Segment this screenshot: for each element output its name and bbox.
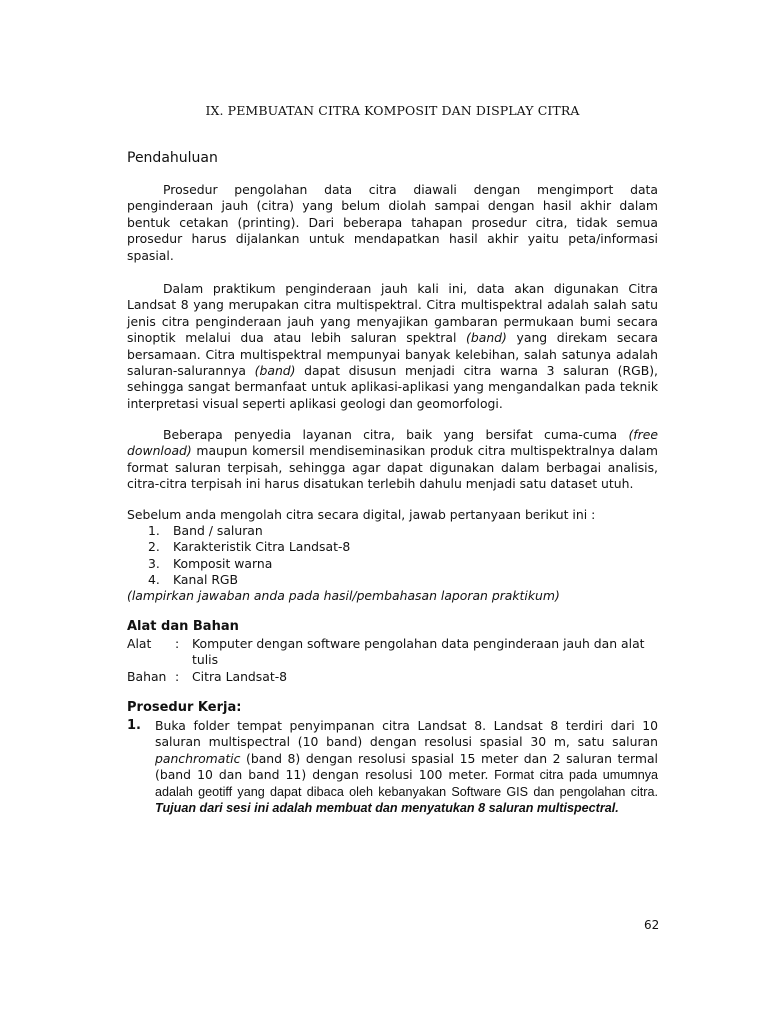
step-number: 1. bbox=[127, 718, 141, 733]
question-list bbox=[148, 523, 350, 589]
list-item: 3. Komposit warna bbox=[148, 555, 273, 571]
bahan-colon: : bbox=[175, 669, 180, 684]
step-text-format: Format citra pada umumnya adalah geotiff yang dapat dibaca oleh kebanyakan Software GIS dan pengolahan citra. bbox=[155, 768, 658, 799]
paragraph-text: yang direkam secara bersamaan. Citra multispektral mempunyai banyak kelebihan, salah satunya adalah saluran-salurannya bbox=[127, 330, 658, 379]
paragraph-text: Dalam praktikum penginderaan jauh kali ini, data akan digunakan Citra Landsat 8 yang merupakan citra multispektral. Citra multispektral adalah salah satu jenis citra penginderaan jauh yang menyajikan gambaran permukaan bumi secara sinoptik melalui dua atau lebih saluran spektral bbox=[127, 281, 658, 346]
list-item: 4. Kanal RGB bbox=[148, 572, 239, 588]
bahan-row bbox=[127, 669, 668, 685]
step-goal: Tujuan dari sesi ini adalah membuat dan menyatukan 8 saluran multispectral. bbox=[155, 801, 619, 816]
list-item: 2. Karakteristik Citra Landsat-8 bbox=[148, 539, 351, 555]
alat-row bbox=[127, 636, 660, 669]
section-heading-alat-bahan: Alat dan Bahan bbox=[127, 619, 239, 634]
list-item: 1. Band / saluran bbox=[148, 523, 263, 538]
page-number: 62 bbox=[644, 918, 660, 932]
paragraph-intro-3 bbox=[127, 427, 658, 493]
italic-term: (band) bbox=[466, 330, 507, 346]
alat-colon: : bbox=[175, 636, 180, 651]
question-intro: Sebelum anda mengolah citra secara digital, jawab pertanyaan berikut ini : bbox=[127, 507, 596, 522]
bahan-value: Citra Landsat-8 bbox=[192, 669, 288, 684]
step-text: (band 8) dengan resolusi spasial 15 meter dan 2 saluran termal (band 10 dan band 11) dengan resolusi 100 meter. bbox=[155, 750, 658, 783]
paragraph-text: maupun komersil mendiseminasikan produk citra multispektralnya dalam format saluran terpisah, sehingga agar dapat digunakan dalam berbagai analisis, citra-citra terpisah ini harus disatukan terlebih dahulu menjadi satu dataset utuh. bbox=[127, 443, 658, 492]
step-text: Buka folder tempat penyimpanan citra Landsat 8. Landsat 8 terdiri dari 10 saluran multispectral (10 band) dengan resolusi spasial 30 m, satu saluran bbox=[155, 718, 658, 750]
italic-term: (free download) bbox=[127, 427, 658, 459]
section-heading-pendahuluan: Pendahuluan bbox=[127, 150, 218, 166]
procedure-step-1 bbox=[155, 718, 658, 816]
paragraph-text: Prosedur pengolahan data citra diawali dengan mengimport data penginderaan jauh (citra) yang belum diolah sampai dengan hasil akhir dalam bentuk cetakan (printing). Dari beberapa tahapan prosedur citra, tidak semua prosedur harus dijalankan untuk mendapatkan hasil akhir yaitu peta/informasi spasial. bbox=[127, 182, 658, 263]
alat-value: Komputer dengan software pengolahan data penginderaan jauh dan alat tulis bbox=[192, 636, 645, 668]
bahan-label: Bahan bbox=[127, 669, 167, 684]
paragraph-intro-2 bbox=[127, 281, 658, 412]
alat-label: Alat bbox=[127, 636, 152, 651]
paragraph-text: Beberapa penyedia layanan citra, baik yang bersifat cuma-cuma bbox=[163, 427, 629, 442]
paragraph-text: dapat disusun menjadi citra warna 3 saluran (RGB), sehingga sangat bermanfaat untuk aplikasi-aplikasi yang mengandalkan pada teknik interpretasi visual seperti aplikasi geologi dan geomorfologi. bbox=[127, 363, 658, 411]
chapter-title: IX. PEMBUATAN CITRA KOMPOSIT DAN DISPLAY CITRA bbox=[205, 103, 580, 118]
section-heading-prosedur: Prosedur Kerja: bbox=[127, 700, 242, 715]
italic-term: (band) bbox=[254, 363, 296, 379]
instruction-note: (lampirkan jawaban anda pada hasil/pembahasan laporan praktikum) bbox=[127, 588, 560, 603]
paragraph-intro-1 bbox=[127, 182, 658, 264]
italic-term: panchromatic bbox=[155, 750, 241, 766]
